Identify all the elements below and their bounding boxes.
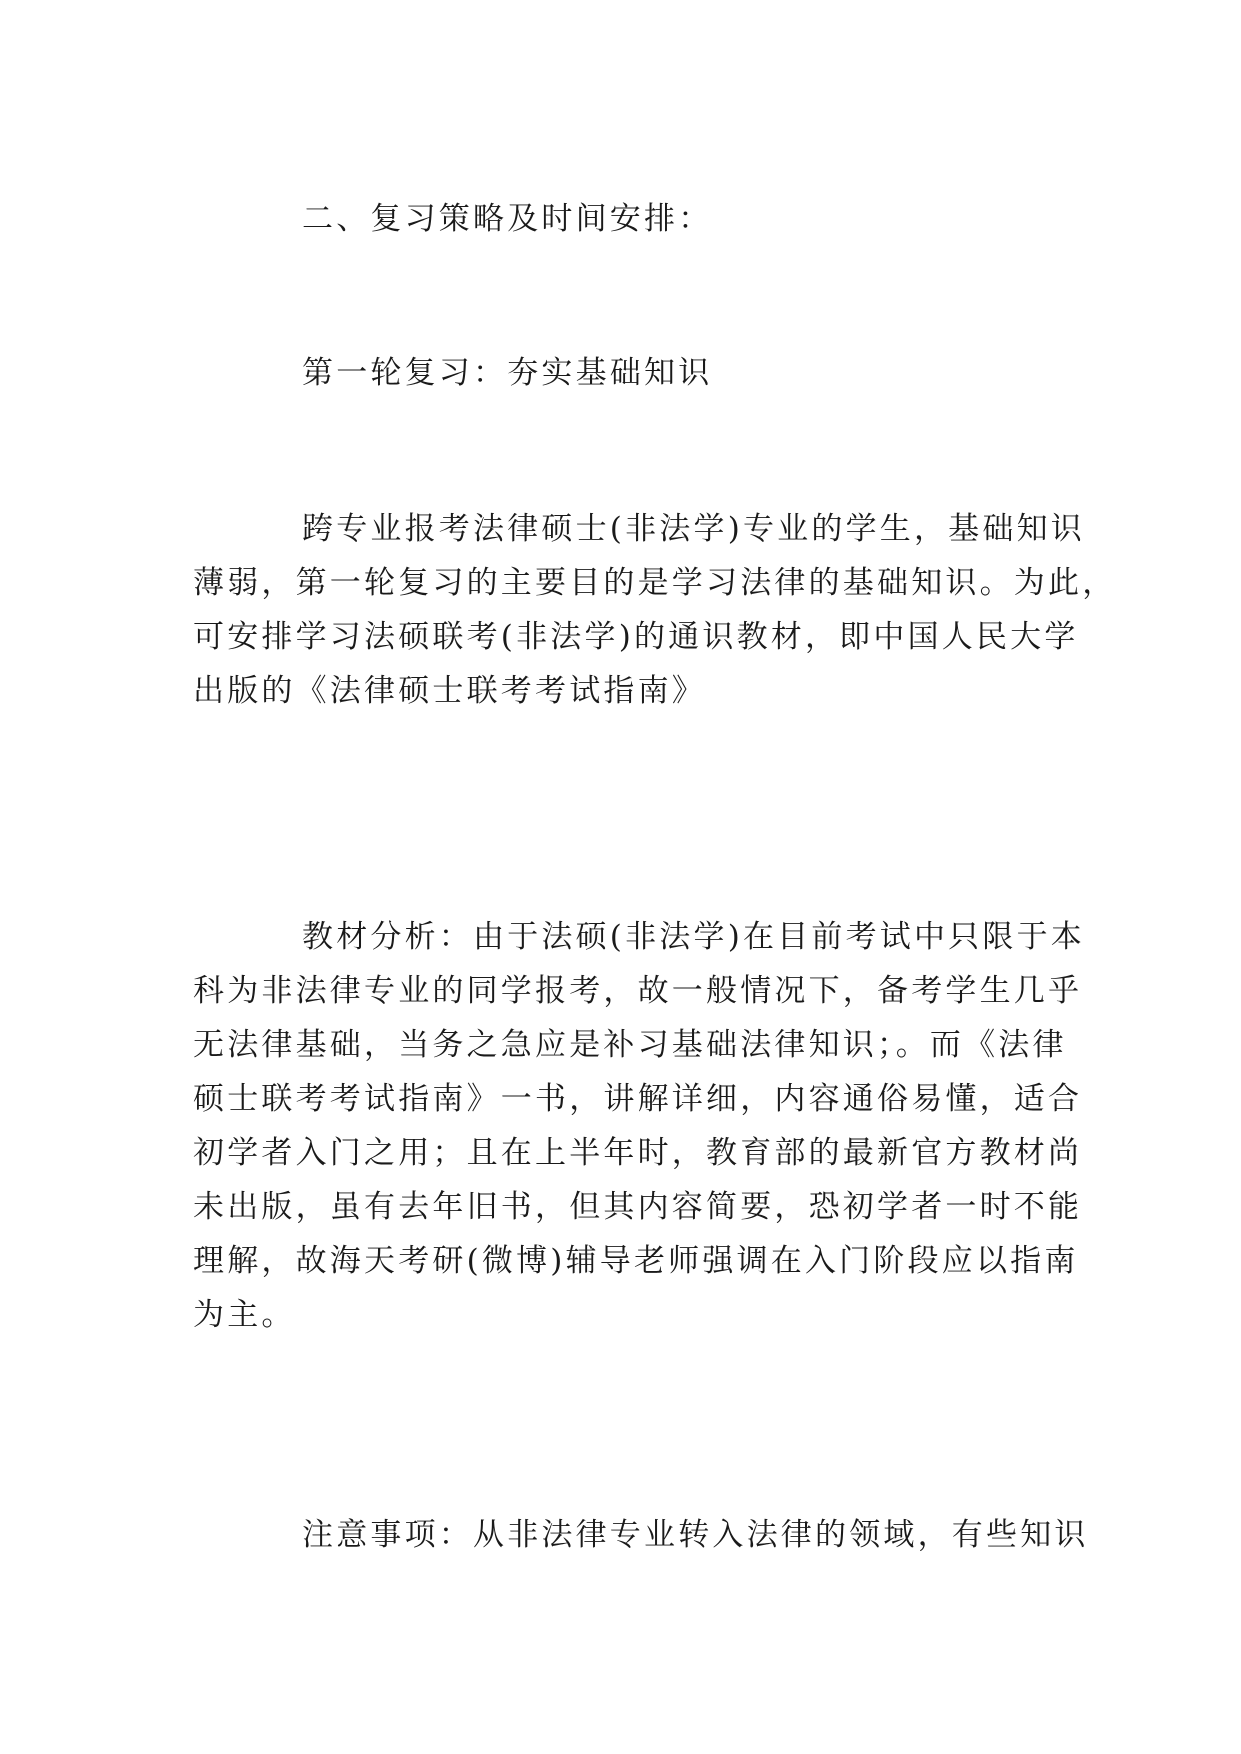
- paragraph-line: 教材分析：由于法硕(非法学)在目前考试中只限于本: [302, 919, 1085, 955]
- paragraph-line: 理解，故海天考研(微博)辅导老师强调在入门阶段应以指南: [193, 1243, 1079, 1279]
- paragraph-line: 跨专业报考法律硕士(非法学)专业的学生，基础知识: [302, 511, 1085, 547]
- paragraph-line: 可安排学习法硕联考(非法学)的通识教材，即中国人民大学: [193, 619, 1079, 655]
- paragraph-line: 出版的《法律硕士联考考试指南》: [193, 673, 706, 709]
- section-heading: 二、复习策略及时间安排：: [302, 201, 713, 237]
- paragraph-3: [193, 1508, 1089, 1562]
- paragraph-1: [193, 502, 1117, 718]
- paragraph-line: 硕士联考考试指南》一书，讲解详细，内容通俗易懂，适合: [193, 1081, 1083, 1117]
- paragraph-2: [193, 910, 1085, 1342]
- round-heading: 第一轮复习：夯实基础知识: [302, 355, 713, 391]
- paragraph-line: 初学者入门之用；且在上半年时，教育部的最新官方教材尚: [193, 1135, 1083, 1171]
- paragraph-line: 无法律基础，当务之急应是补习基础法律知识；。而《法律: [193, 1027, 1067, 1063]
- paragraph-line: 为主。: [193, 1297, 296, 1333]
- paragraph-line: 未出版，虽有去年旧书，但其内容简要，恐初学者一时不能: [193, 1189, 1083, 1225]
- paragraph-line: 薄弱，第一轮复习的主要目的是学习法律的基础知识。为此，: [193, 565, 1117, 601]
- paragraph-line: 科为非法律专业的同学报考，故一般情况下，备考学生几乎: [193, 973, 1083, 1009]
- paragraph-line: 注意事项：从非法律专业转入法律的领域，有些知识: [302, 1517, 1089, 1553]
